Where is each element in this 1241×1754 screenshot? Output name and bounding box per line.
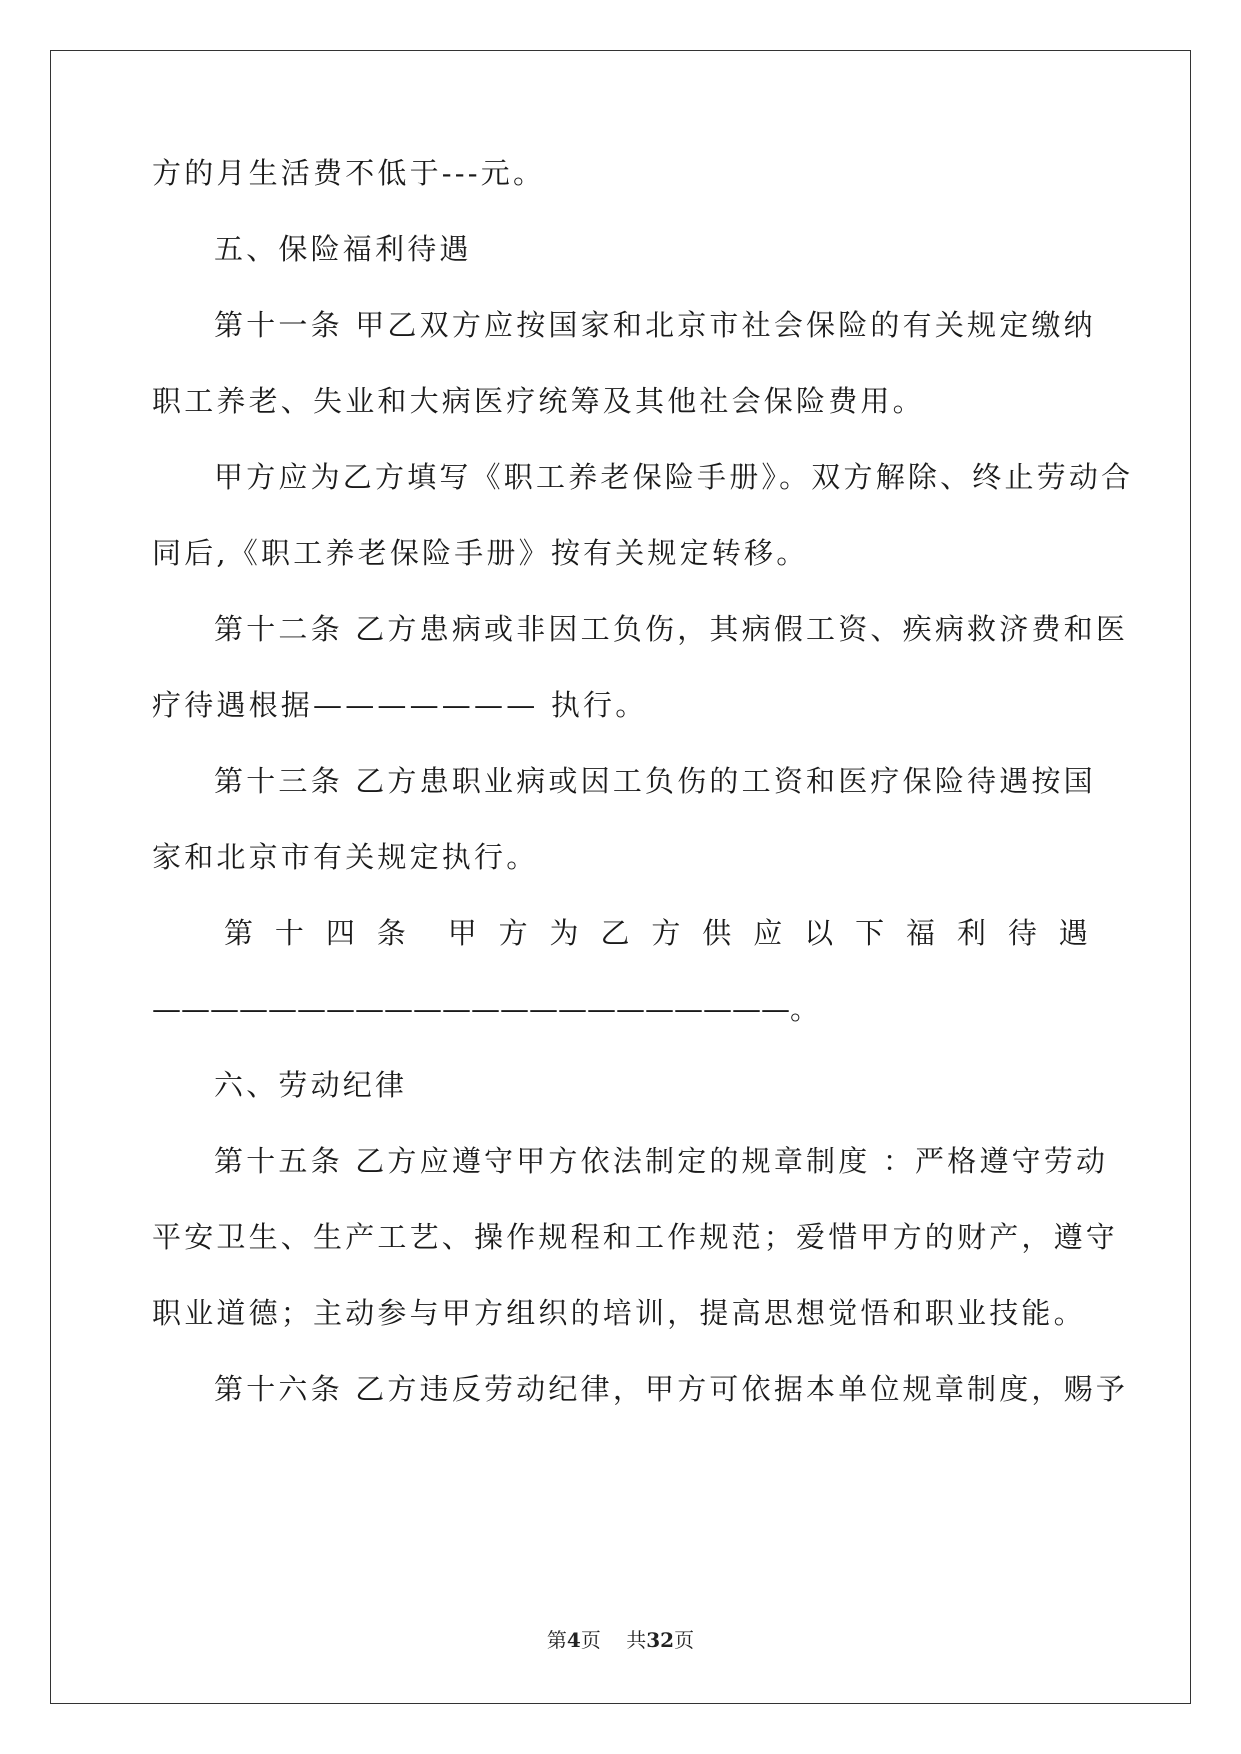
footer-total-suffix: 页 (674, 1628, 695, 1652)
page-footer (0, 1628, 1241, 1652)
section-heading-discipline: 六、劳动纪律 (214, 1068, 408, 1102)
section-heading-insurance: 五、保险福利待遇 (214, 232, 472, 266)
spread-char: 条 (376, 916, 406, 950)
spread-char: 甲 (447, 916, 477, 950)
spread-char: 为 (549, 916, 579, 950)
spread-char: 十 (274, 916, 304, 950)
spread-char: 以 (804, 916, 834, 950)
footer-total-pages: 32 (646, 1628, 675, 1652)
footer-page-prefix: 第 (546, 1628, 567, 1652)
footer-page-suffix: 页 (580, 1628, 601, 1652)
body-line-article-14 (224, 913, 1088, 953)
body-line-blank-fill: ——————————————————————。 (152, 992, 820, 1026)
body-line-16: 平安卫生、生产工艺、操作规程和工作规范；爱惜甲方的财产，遵守 (152, 1220, 1119, 1254)
body-line-1: 方的月生活费不低于---元。 (152, 156, 546, 190)
spread-char: 待 (1007, 916, 1037, 950)
spread-char: 第 (224, 916, 254, 950)
footer-total-prefix: 共 (626, 1628, 647, 1652)
body-line-5: 甲方应为乙方填写《职工养老保险手册》。双方解除、终止劳动合 (214, 460, 1134, 494)
spread-char: 利 (956, 916, 986, 950)
body-line-4: 职工养老、失业和大病医疗统筹及其他社会保险费用。 (152, 384, 925, 418)
spread-char: 四 (325, 916, 355, 950)
spread-char: 乙 (600, 916, 630, 950)
spread-char: 遇 (1058, 916, 1088, 950)
spread-char: 福 (905, 916, 935, 950)
body-line-18: 第十六条 乙方违反劳动纪律，甲方可依据本单位规章制度，赐予 (214, 1372, 1129, 1406)
body-line-9: 第十三条 乙方患职业病或因工负伤的工资和医疗保险待遇按国 (214, 764, 1096, 798)
spread-char: 供 (702, 916, 732, 950)
body-line-17: 职业道德；主动参与甲方组织的培训，提高思想觉悟和职业技能。 (152, 1296, 1086, 1330)
footer-page-number: 4 (566, 1628, 581, 1652)
body-line-15: 第十五条 乙方应遵守甲方依法制定的规章制度 ：严格遵守劳动 (214, 1144, 1109, 1178)
body-line-8: 疗待遇根据——————— 执行。 (152, 688, 648, 722)
body-line-7: 第十二条 乙方患病或非因工负伤，其病假工资、疾病救济费和医 (214, 612, 1129, 646)
body-line-6: 同后,《职工养老保险手册》按有关规定转移。 (152, 536, 809, 570)
spread-char: 方 (498, 916, 528, 950)
page-border (50, 50, 1191, 1704)
body-line-3: 第十一条 甲乙双方应按国家和北京市社会保险的有关规定缴纳 (214, 308, 1096, 342)
spread-char: 应 (753, 916, 783, 950)
spread-char: 方 (651, 916, 681, 950)
spread-char: 下 (855, 916, 885, 950)
body-line-10: 家和北京市有关规定执行。 (152, 840, 539, 874)
